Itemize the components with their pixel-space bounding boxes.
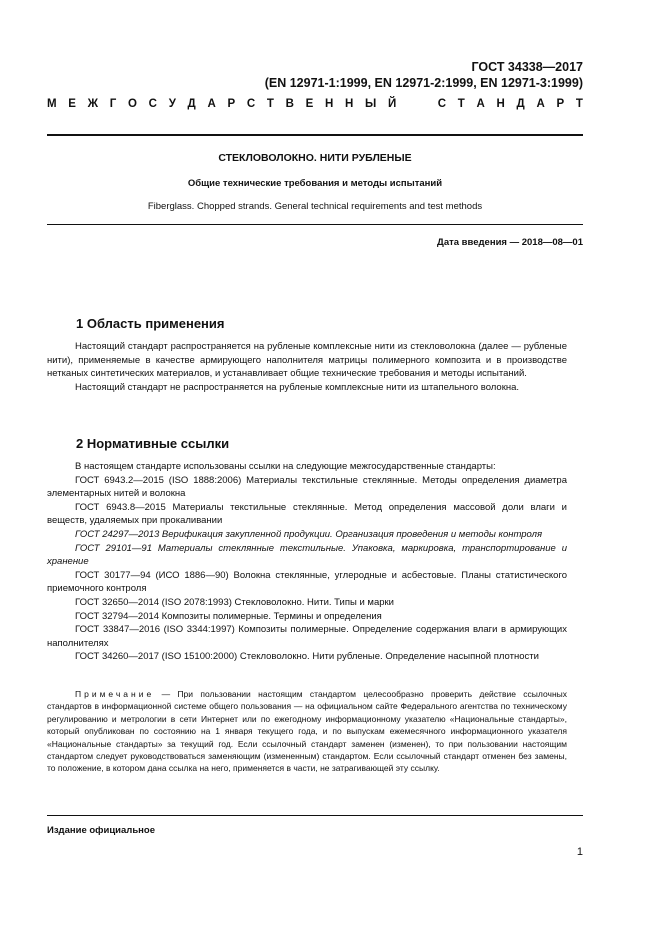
caption-letter: Т	[575, 98, 583, 110]
footer-rule	[47, 815, 583, 816]
caption-letter: А	[476, 98, 485, 110]
caption-letter: У	[168, 98, 176, 110]
en-references: (EN 12971-1:1999, EN 12971-2:1999, EN 12971-3:1999)	[264, 76, 583, 90]
reference-item: ГОСТ 24297—2013 Верификация закупленной продукции. Организация проведения и методы контроля	[75, 528, 543, 540]
interstate-standard-caption	[47, 98, 583, 110]
reference-item: ГОСТ 33847—2016 (ISO 3344:1997) Композиты полимерные. Определение содержания влаги в армирующих наполнителях	[47, 624, 567, 649]
caption-letter: А	[536, 98, 545, 110]
reference-item: ГОСТ 6943.2—2015 (ISO 1888:2006) Материалы текстильные стеклянные. Методы определения диаметра элементарных нитей и волокна	[47, 474, 567, 500]
caption-letter: В	[285, 98, 294, 110]
reference-item: ГОСТ 32794—2014 Композиты полимерные. Термины и определения	[75, 610, 382, 622]
section-1-paragraph: Настоящий стандарт не распространяется на рубленые комплексные нити из штапельного волокна.	[75, 381, 520, 393]
caption-letter: С	[437, 98, 447, 110]
section-1-heading: 1 Область применения	[76, 316, 225, 331]
reference-item: ГОСТ 6943.8—2015 Материалы текстильные стеклянные. Метод определения массовой доли влаги и веществ, удаляемых при прокаливании	[47, 501, 567, 527]
section-1-body	[47, 340, 567, 394]
page-number: 1	[576, 846, 583, 858]
introduction-date: Дата введения — 2018—08—01	[437, 237, 583, 248]
caption-letter: Д	[187, 98, 196, 110]
caption-letter	[423, 98, 426, 110]
document-title: СТЕКЛОВОЛОКНО. НИТИ РУБЛЕНЫЕ	[218, 152, 412, 164]
reference-item: ГОСТ 32650—2014 (ISO 2078:1993) Стекловолокно. Нити. Типы и марки	[75, 596, 394, 608]
section-1-paragraph: Настоящий стандарт распространяется на рубленые комплексные нити из стекловолокна (далее — рубленые нити), применяемые в качестве армирующего наполнителя матрицы полимерного композита и в производстве нетканых синтетических материалов, и устанавливает общие технические требования и методы испытаний.	[47, 341, 567, 380]
caption-letter: Ы	[365, 98, 377, 110]
section-2-body	[47, 460, 567, 664]
reference-item: ГОСТ 30177—94 (ИСО 1886—90) Волокна стеклянные, углеродные и асбестовые. Планы статистического приемочного контроля	[47, 569, 567, 595]
note-block	[47, 688, 567, 775]
caption-letter: Т	[457, 98, 465, 110]
caption-letter: Н	[496, 98, 505, 110]
section-2-heading: 2 Нормативные ссылки	[76, 436, 230, 451]
caption-letter: О	[128, 98, 137, 110]
english-title: Fiberglass. Chopped strands. General technical requirements and test methods	[147, 201, 483, 212]
title-rule	[47, 224, 583, 225]
reference-item: ГОСТ 29101—91 Материалы стеклянные текстильные. Упаковка, маркировка, транспортирование и хранение	[47, 542, 567, 568]
note-label: Примечание	[75, 689, 155, 699]
caption-letter: Р	[227, 98, 236, 110]
caption-letter: А	[207, 98, 216, 110]
caption-letter: Н	[345, 98, 354, 110]
caption-letter: Ж	[87, 98, 99, 110]
caption-letter: Р	[556, 98, 565, 110]
official-edition-label: Издание официальное	[47, 825, 155, 836]
document-subtitle: Общие технические требования и методы испытаний	[187, 178, 443, 189]
standard-number: ГОСТ 34338—2017	[471, 60, 583, 74]
caption-letter	[408, 98, 411, 110]
caption-letter: Т	[266, 98, 274, 110]
caption-letter: С	[246, 98, 256, 110]
caption-letter: С	[148, 98, 157, 110]
caption-letter: Й	[387, 98, 397, 110]
caption-letter: Е	[305, 98, 314, 110]
header-rule	[47, 134, 583, 136]
reference-item: ГОСТ 34260—2017 (ISO 15100:2000) Стекловолокно. Нити рубленые. Определение насыпной плотности	[75, 651, 539, 663]
caption-letter: Д	[516, 98, 525, 110]
caption-letter: М	[47, 98, 57, 110]
caption-letter: Н	[324, 98, 334, 110]
caption-letter: Е	[68, 98, 76, 110]
caption-letter: Г	[109, 98, 117, 110]
note-text: — При пользовании настоящим стандартом целесообразно проверить действие ссылочных стандартов в информационной системе общего пользования — на официальном сайте Федерального агентства по техническому регулированию и метрологии в сети Интернет или по ежегодному информационному указателю «Национальные стандарты», который опубликован по состоянию на 1 января текущего года, и по выпускам ежемесячного информационного указателя «Национальные стандарты» за текущий год. Если ссылочный стандарт заменен (изменен), то при пользовании настоящим стандартом следует руководствоваться заменяющим (измененным) стандартом. Если ссылочный стандарт отменен без замены, то положение, в котором дана ссылка на него, применяется в части, не затрагивающей эту ссылку.	[47, 689, 567, 774]
references-intro: В настоящем стандарте использованы ссылки на следующие межгосударственные стандарты:	[75, 461, 496, 472]
